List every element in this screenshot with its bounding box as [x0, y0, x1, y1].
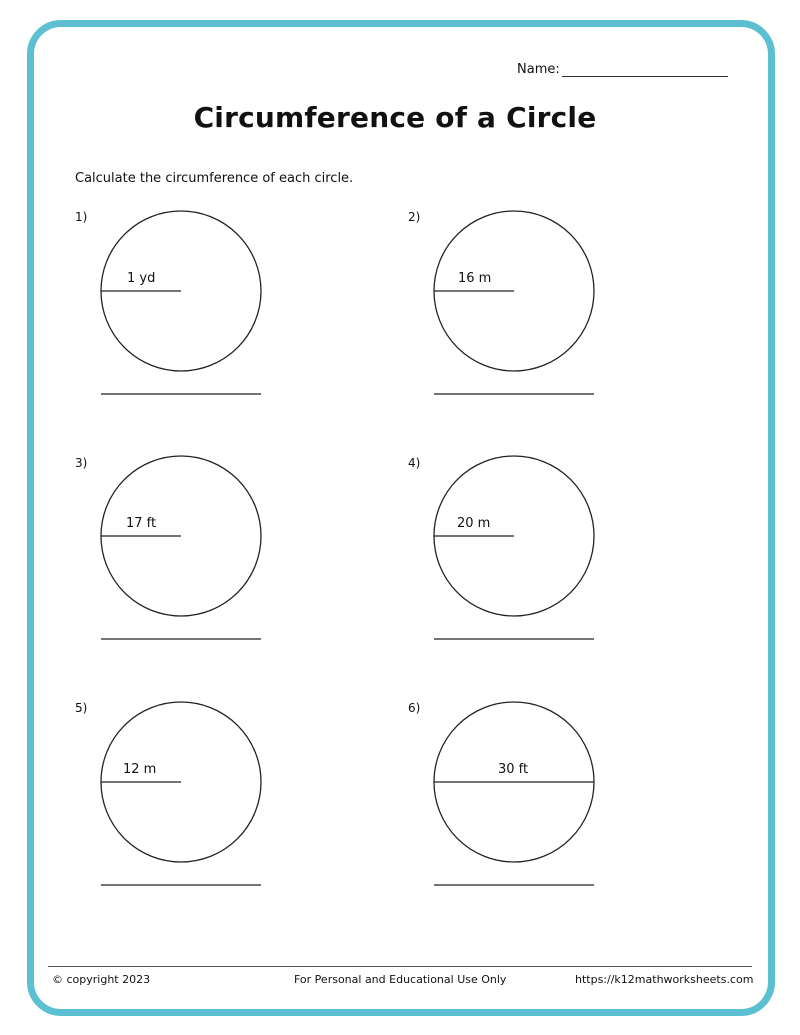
- problem-number: 3): [75, 456, 88, 470]
- circle-figure: [408, 456, 668, 656]
- footer-copyright: © copyright 2023: [52, 973, 151, 986]
- problem-5: [75, 701, 335, 911]
- problem-4: [408, 456, 668, 666]
- problem-6: [408, 701, 668, 911]
- measure-label: 1 yd: [127, 271, 156, 286]
- circle-figure: [408, 210, 668, 410]
- problem-number: 2): [408, 210, 421, 224]
- name-label: Name:: [517, 62, 560, 77]
- problem-1: [75, 210, 335, 420]
- circle-figure: [75, 210, 335, 410]
- measure-label: 20 m: [457, 516, 491, 531]
- footer-divider: [48, 966, 752, 967]
- measure-label: 16 m: [458, 271, 492, 286]
- circle-figure: [75, 456, 335, 656]
- name-blank-line: [562, 63, 728, 77]
- footer-url[interactable]: https://k12mathworksheets.com: [575, 973, 754, 986]
- problem-number: 1): [75, 210, 88, 224]
- circle-figure: [75, 701, 335, 901]
- measure-label: 12 m: [123, 762, 157, 777]
- measure-label: 30 ft: [498, 762, 529, 777]
- footer-usage: For Personal and Educational Use Only: [294, 973, 507, 986]
- circle-figure: [408, 701, 668, 901]
- name-field: [517, 62, 728, 77]
- measure-label: 17 ft: [126, 516, 157, 531]
- instructions: Calculate the circumference of each circle.: [75, 171, 354, 186]
- problem-number: 6): [408, 701, 421, 715]
- page-title: Circumference of a Circle: [193, 101, 597, 134]
- problem-number: 4): [408, 456, 421, 470]
- problem-2: [408, 210, 668, 420]
- problem-number: 5): [75, 701, 88, 715]
- problem-3: [75, 456, 335, 666]
